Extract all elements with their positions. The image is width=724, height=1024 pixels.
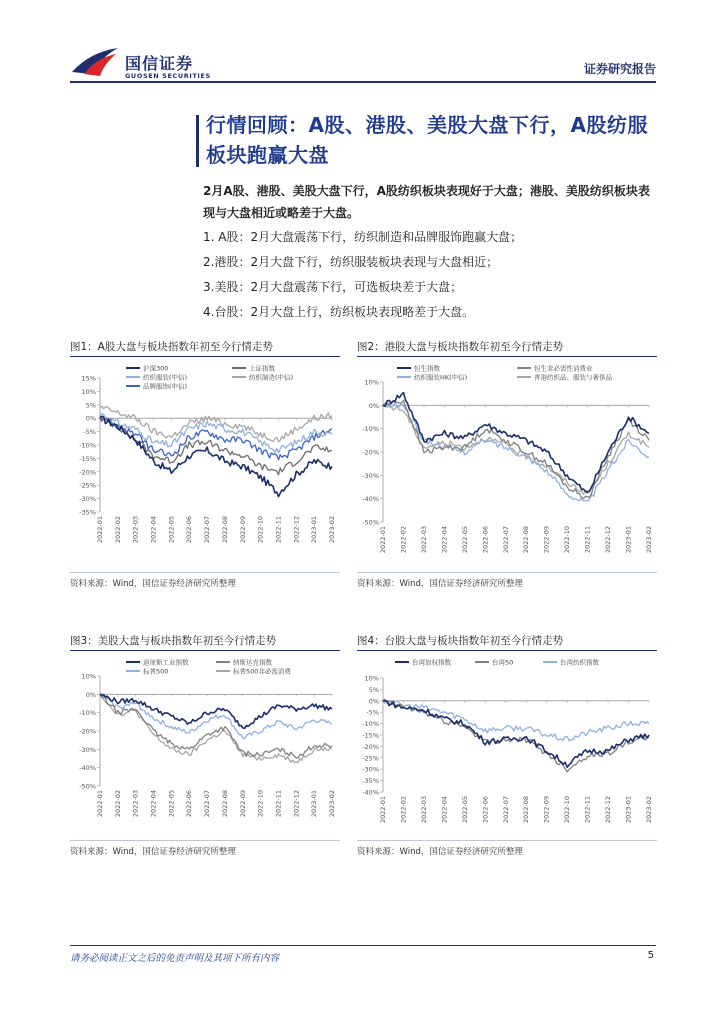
x-tick-label: 2022-03 [419,796,428,824]
y-tick-label: -40% [362,788,379,797]
x-tick-label: 2023-01 [624,526,633,554]
y-tick-label: -15% [362,731,379,740]
series-line-0 [100,694,332,728]
figure-1-title: 图1：A股大盘与板块指数年初至今行情走势 [70,341,273,353]
x-tick-label: 2022-04 [149,516,158,544]
x-tick-label: 2022-02 [399,796,408,824]
title-accent-bar [196,115,199,167]
x-tick-label: 2022-11 [583,796,592,824]
legend-label: 标普500 [143,667,169,676]
x-tick-label: 2022-09 [542,526,551,554]
x-tick-label: 2022-11 [583,526,592,554]
y-tick-label: -35% [79,508,96,517]
y-tick-label: -50% [79,782,96,791]
x-tick-label: 2022-08 [220,516,229,544]
figure-4-bottom-rule [357,840,657,841]
x-tick-label: 2022-05 [460,796,469,824]
x-tick-label: 2022-07 [203,516,212,544]
figure-1-bottom-rule [70,572,340,573]
x-tick-label: 2022-01 [379,796,387,824]
x-tick-label: 2022-08 [522,796,531,824]
y-tick-label: 10% [364,674,379,683]
x-tick-label: 2022-10 [563,796,572,824]
section-summary: 2月A股、港股、美股大盘下行，A股纺织板块表现好于大盘；港股、美股纺织板块表现与大盘相近或略差于大盘。 [203,184,650,220]
x-tick-label: 2022-04 [440,526,449,554]
y-tick-label: -30% [362,765,379,774]
y-tick-label: -30% [362,471,379,480]
y-tick-label: 10% [364,378,379,387]
figure-3-source: 资料来源：Wind，国信证券经济研究所整理 [70,847,236,857]
x-tick-label: 2022-12 [292,790,301,818]
x-tick-label: 2023-02 [645,526,653,554]
y-tick-label: 15% [81,374,96,383]
figure-3-chart [70,656,340,836]
y-tick-label: -10% [362,425,379,434]
y-tick-label: -25% [362,754,379,763]
section-title: 行情回顾：A股、港股、美股大盘下行，A股纺服板块跑赢大盘 [206,113,648,167]
y-tick-label: 0% [368,401,379,410]
y-tick-label: -40% [362,495,379,504]
series-line-2 [383,701,649,741]
figure-1-source: 资料来源：Wind，国信证券经济研究所整理 [70,579,236,589]
x-tick-label: 2022-10 [563,526,572,554]
x-tick-label: 2022-01 [96,790,104,818]
legend-label: 纺织服装(中信) [143,373,188,382]
series-line-0 [383,701,649,768]
x-tick-label: 2022-12 [292,516,301,544]
x-tick-label: 2022-11 [274,790,283,818]
x-tick-label: 2022-01 [96,516,104,544]
x-tick-label: 2022-09 [238,516,247,544]
x-tick-label: 2022-09 [542,796,551,824]
company-name-en: GUOSEN SECURITIES [125,72,211,80]
y-tick-label: -35% [362,777,379,786]
legend-label: 恒生非必需性消费业 [534,364,593,373]
x-tick-label: 2022-07 [501,796,510,824]
figure-4-title: 图4：台股大盘与板块指数年初至今行情走势 [357,635,564,647]
figure-2-bottom-rule [357,572,657,573]
legend-label: 台湾加权指数 [412,658,451,667]
legend-label: 纺织服装HK(中信) [414,373,468,382]
x-tick-label: 2022-08 [522,526,531,554]
y-tick-label: 5% [85,401,96,410]
y-tick-label: -20% [362,742,379,751]
report-header [0,0,724,80]
figure-2-top-rule [357,356,657,357]
x-tick-label: 2022-07 [203,790,212,818]
figure-4-top-rule [357,650,657,651]
summary-item-4: 4.台股：2月大盘上行，纺织板块表现略差于大盘。 [203,305,475,319]
figure-4-chart [357,656,657,836]
y-tick-label: -10% [79,441,96,450]
figure-3-bottom-rule [70,840,340,841]
x-tick-label: 2022-05 [460,526,469,554]
y-tick-label: 0% [85,690,96,699]
legend-label: 品牌服饰(中信) [143,382,188,391]
y-tick-label: -5% [366,708,379,717]
series-line-0 [383,393,649,493]
x-tick-label: 2022-12 [604,796,613,824]
legend-label: 台湾50 [492,658,514,667]
y-tick-label: 0% [85,414,96,423]
y-tick-label: -15% [79,454,96,463]
x-tick-label: 2022-11 [274,516,283,544]
y-tick-label: -20% [79,468,96,477]
y-tick-label: 10% [81,387,96,396]
x-tick-label: 2022-03 [131,516,140,544]
x-tick-label: 2022-10 [256,516,265,544]
y-tick-label: 0% [368,697,379,706]
y-tick-label: -10% [362,720,379,729]
x-tick-label: 2022-02 [113,790,122,818]
x-tick-label: 2023-02 [645,796,653,824]
footer-divider [70,945,656,946]
figure-2-chart [357,362,657,567]
x-tick-label: 2023-01 [310,790,319,818]
guosen-logo-icon [70,44,120,78]
summary-item-1: 1. A股：2月大盘震荡下行，纺织制造和品牌服饰跑赢大盘； [203,230,523,244]
page-number: 5 [647,950,654,961]
legend-label: 道琼斯工业指数 [143,658,189,667]
figure-1-chart [70,362,340,567]
y-tick-label: -30% [79,495,96,504]
figure-4-source: 资料来源：Wind，国信证券经济研究所整理 [357,847,523,857]
x-tick-label: 2022-05 [167,516,176,544]
x-tick-label: 2022-03 [131,790,140,818]
y-tick-label: -25% [79,481,96,490]
x-tick-label: 2022-05 [167,790,176,818]
legend-label: 上证指数 [249,364,275,373]
legend-label: 香港纺织品、服装与奢侈品 [534,373,612,382]
disclaimer-text: 请务必阅读正文之后的免责声明及其项下所有内容 [70,953,280,964]
x-tick-label: 2023-01 [310,516,319,544]
y-tick-label: 5% [368,685,379,694]
y-tick-label: -20% [362,448,379,457]
y-tick-label: -30% [79,745,96,754]
x-tick-label: 2022-04 [149,790,158,818]
summary-item-3: 3.美股：2月大盘震荡下行，可选板块差于大盘； [203,280,463,294]
legend-label: 纺织制造(中信) [249,373,294,382]
x-tick-label: 2022-07 [501,526,510,554]
figure-2-title: 图2：港股大盘与板块指数年初至今行情走势 [357,341,564,353]
x-tick-label: 2022-08 [220,790,229,818]
legend-label: 标普500非必需消费 [233,667,291,676]
figure-1-top-rule [70,356,340,357]
figure-3-title: 图3：美股大盘与板块指数年初至今行情走势 [70,635,277,647]
legend-label: 台湾纺织指数 [560,658,599,667]
x-tick-label: 2023-01 [624,796,633,824]
x-tick-label: 2022-06 [481,796,490,824]
figure-2-source: 资料来源：Wind，国信证券经济研究所整理 [357,579,523,589]
x-tick-label: 2022-06 [185,790,194,818]
y-tick-label: 10% [81,672,96,681]
x-tick-label: 2022-01 [379,526,387,554]
series-line-2 [100,413,332,453]
legend-label: 沪深300 [143,364,169,373]
x-tick-label: 2022-06 [481,526,490,554]
x-tick-label: 2022-09 [238,790,247,818]
x-tick-label: 2023-02 [328,516,336,544]
figure-3-top-rule [70,650,340,651]
company-name-cn: 国信证券 [125,54,194,73]
series-line-1 [100,418,332,475]
x-tick-label: 2023-02 [328,790,336,818]
y-tick-label: -40% [79,764,96,773]
x-tick-label: 2022-06 [185,516,194,544]
legend-label: 纳斯达克指数 [233,658,272,667]
x-tick-label: 2022-12 [604,526,613,554]
summary-item-2: 2.港股：2月大盘下行，纺织服装板块表现与大盘相近； [203,255,499,269]
legend-label: 恒生指数 [414,364,440,373]
x-tick-label: 2022-04 [440,796,449,824]
y-tick-label: -50% [362,518,379,527]
x-tick-label: 2022-02 [399,526,408,554]
y-tick-label: -10% [79,709,96,718]
y-tick-label: -20% [79,727,96,736]
x-tick-label: 2022-03 [419,526,428,554]
header-divider [70,81,656,83]
x-tick-label: 2022-10 [256,790,265,818]
y-tick-label: -5% [83,428,96,437]
report-type-label: 证券研究报告 [583,62,656,76]
x-tick-label: 2022-02 [113,516,122,544]
